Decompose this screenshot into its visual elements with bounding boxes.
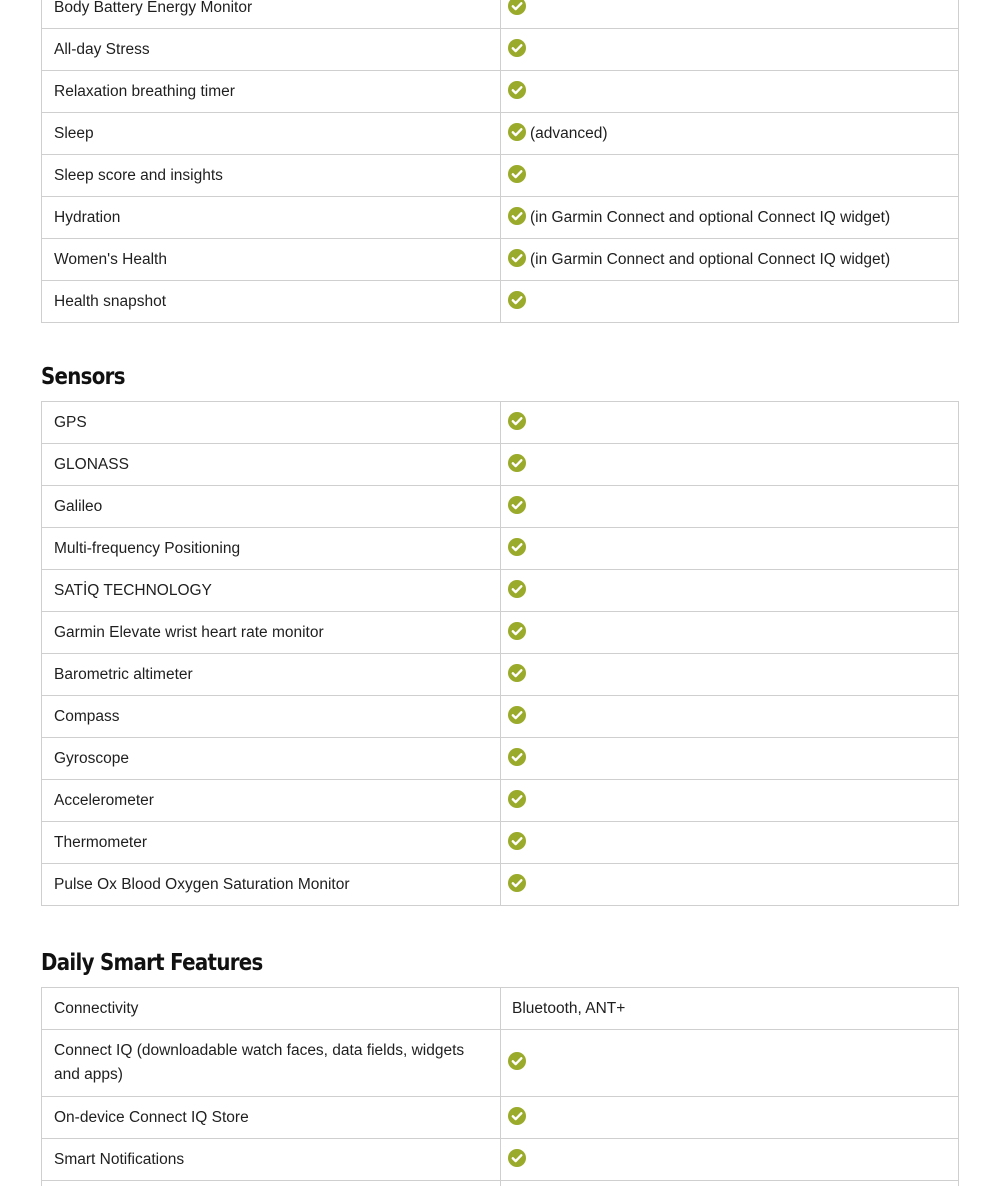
check-circle-icon [508, 81, 526, 99]
check-circle-icon [508, 39, 526, 57]
feature-label: Health snapshot [42, 281, 501, 323]
feature-label: GLONASS [42, 444, 501, 486]
table-row [42, 738, 959, 780]
check-circle-icon [508, 291, 526, 309]
feature-value [501, 281, 959, 323]
check-circle-icon [508, 748, 526, 766]
feature-value [501, 1030, 959, 1097]
feature-value [501, 864, 959, 906]
feature-value [501, 197, 959, 239]
feature-label: GPS [42, 402, 501, 444]
feature-label: Galileo [42, 486, 501, 528]
feature-value [501, 29, 959, 71]
table-row [42, 1139, 959, 1181]
table-row [42, 402, 959, 444]
feature-label [42, 1181, 501, 1186]
table-row [42, 0, 959, 29]
feature-value [501, 155, 959, 197]
table-row [42, 612, 959, 654]
section-title-sensors: Sensors [41, 364, 125, 390]
feature-value [501, 0, 959, 29]
feature-value [501, 1139, 959, 1181]
table-row [42, 1097, 959, 1139]
feature-label: SATİQ TECHNOLOGY [42, 570, 501, 612]
feature-value [501, 1181, 959, 1186]
feature-label: Connect IQ (downloadable watch faces, data fields, widgets and apps) [42, 1030, 501, 1097]
feature-value [501, 696, 959, 738]
check-circle-icon [508, 1052, 526, 1070]
check-circle-icon [508, 412, 526, 430]
feature-label: Relaxation breathing timer [42, 71, 501, 113]
feature-label: Connectivity [42, 988, 501, 1030]
feature-value [501, 1097, 959, 1139]
feature-label: Sleep score and insights [42, 155, 501, 197]
feature-label: Garmin Elevate wrist heart rate monitor [42, 612, 501, 654]
table-row [42, 654, 959, 696]
feature-label: Pulse Ox Blood Oxygen Saturation Monitor [42, 864, 501, 906]
feature-value [501, 780, 959, 822]
table-row [42, 696, 959, 738]
feature-value-text: Bluetooth, ANT+ [512, 999, 626, 1017]
check-circle-icon [508, 454, 526, 472]
feature-value [501, 239, 959, 281]
table-row [42, 281, 959, 323]
feature-value [501, 113, 959, 155]
check-circle-icon [508, 0, 526, 15]
table-row [42, 1030, 959, 1097]
table-row [42, 197, 959, 239]
table-row [42, 113, 959, 155]
table-row [42, 71, 959, 113]
feature-value [501, 402, 959, 444]
feature-label: Hydration [42, 197, 501, 239]
feature-value [501, 486, 959, 528]
feature-label: Smart Notifications [42, 1139, 501, 1181]
table-row [42, 444, 959, 486]
check-circle-icon [508, 1107, 526, 1125]
table-row [42, 822, 959, 864]
check-circle-icon [508, 123, 526, 141]
check-circle-icon [508, 249, 526, 267]
feature-value [501, 71, 959, 113]
table-row [42, 239, 959, 281]
feature-label: On-device Connect IQ Store [42, 1097, 501, 1139]
sensors-table [41, 401, 959, 906]
check-circle-icon [508, 874, 526, 892]
feature-note: (in Garmin Connect and optional Connect IQ widget) [530, 250, 891, 268]
check-circle-icon [508, 165, 526, 183]
check-circle-icon [508, 664, 526, 682]
feature-label: All-day Stress [42, 29, 501, 71]
feature-label: Body Battery Energy Monitor [42, 0, 501, 29]
feature-value [501, 528, 959, 570]
feature-value [501, 570, 959, 612]
health-features-table [41, 0, 959, 323]
feature-label: Thermometer [42, 822, 501, 864]
table-row [42, 864, 959, 906]
check-circle-icon [508, 622, 526, 640]
feature-note: (in Garmin Connect and optional Connect IQ widget) [530, 208, 891, 226]
feature-label: Gyroscope [42, 738, 501, 780]
check-circle-icon [508, 580, 526, 598]
feature-value [501, 822, 959, 864]
check-circle-icon [508, 496, 526, 514]
table-row [42, 486, 959, 528]
feature-label: Sleep [42, 113, 501, 155]
table-row [42, 29, 959, 71]
daily-smart-features-table [41, 987, 959, 1186]
feature-value [501, 444, 959, 486]
section-title-daily-smart-features: Daily Smart Features [41, 950, 263, 976]
feature-label: Women's Health [42, 239, 501, 281]
table-row [42, 1181, 959, 1186]
table-row [42, 155, 959, 197]
table-row [42, 570, 959, 612]
check-circle-icon [508, 790, 526, 808]
feature-value [501, 612, 959, 654]
feature-label: Accelerometer [42, 780, 501, 822]
feature-value [501, 738, 959, 780]
check-circle-icon [508, 207, 526, 225]
table-row [42, 780, 959, 822]
feature-value [501, 988, 959, 1030]
check-circle-icon [508, 538, 526, 556]
check-circle-icon [508, 1149, 526, 1167]
feature-label: Multi-frequency Positioning [42, 528, 501, 570]
feature-label: Compass [42, 696, 501, 738]
feature-value [501, 654, 959, 696]
check-circle-icon [508, 706, 526, 724]
table-row [42, 528, 959, 570]
feature-label: Barometric altimeter [42, 654, 501, 696]
check-circle-icon [508, 832, 526, 850]
feature-note: (advanced) [530, 124, 608, 142]
table-row [42, 988, 959, 1030]
